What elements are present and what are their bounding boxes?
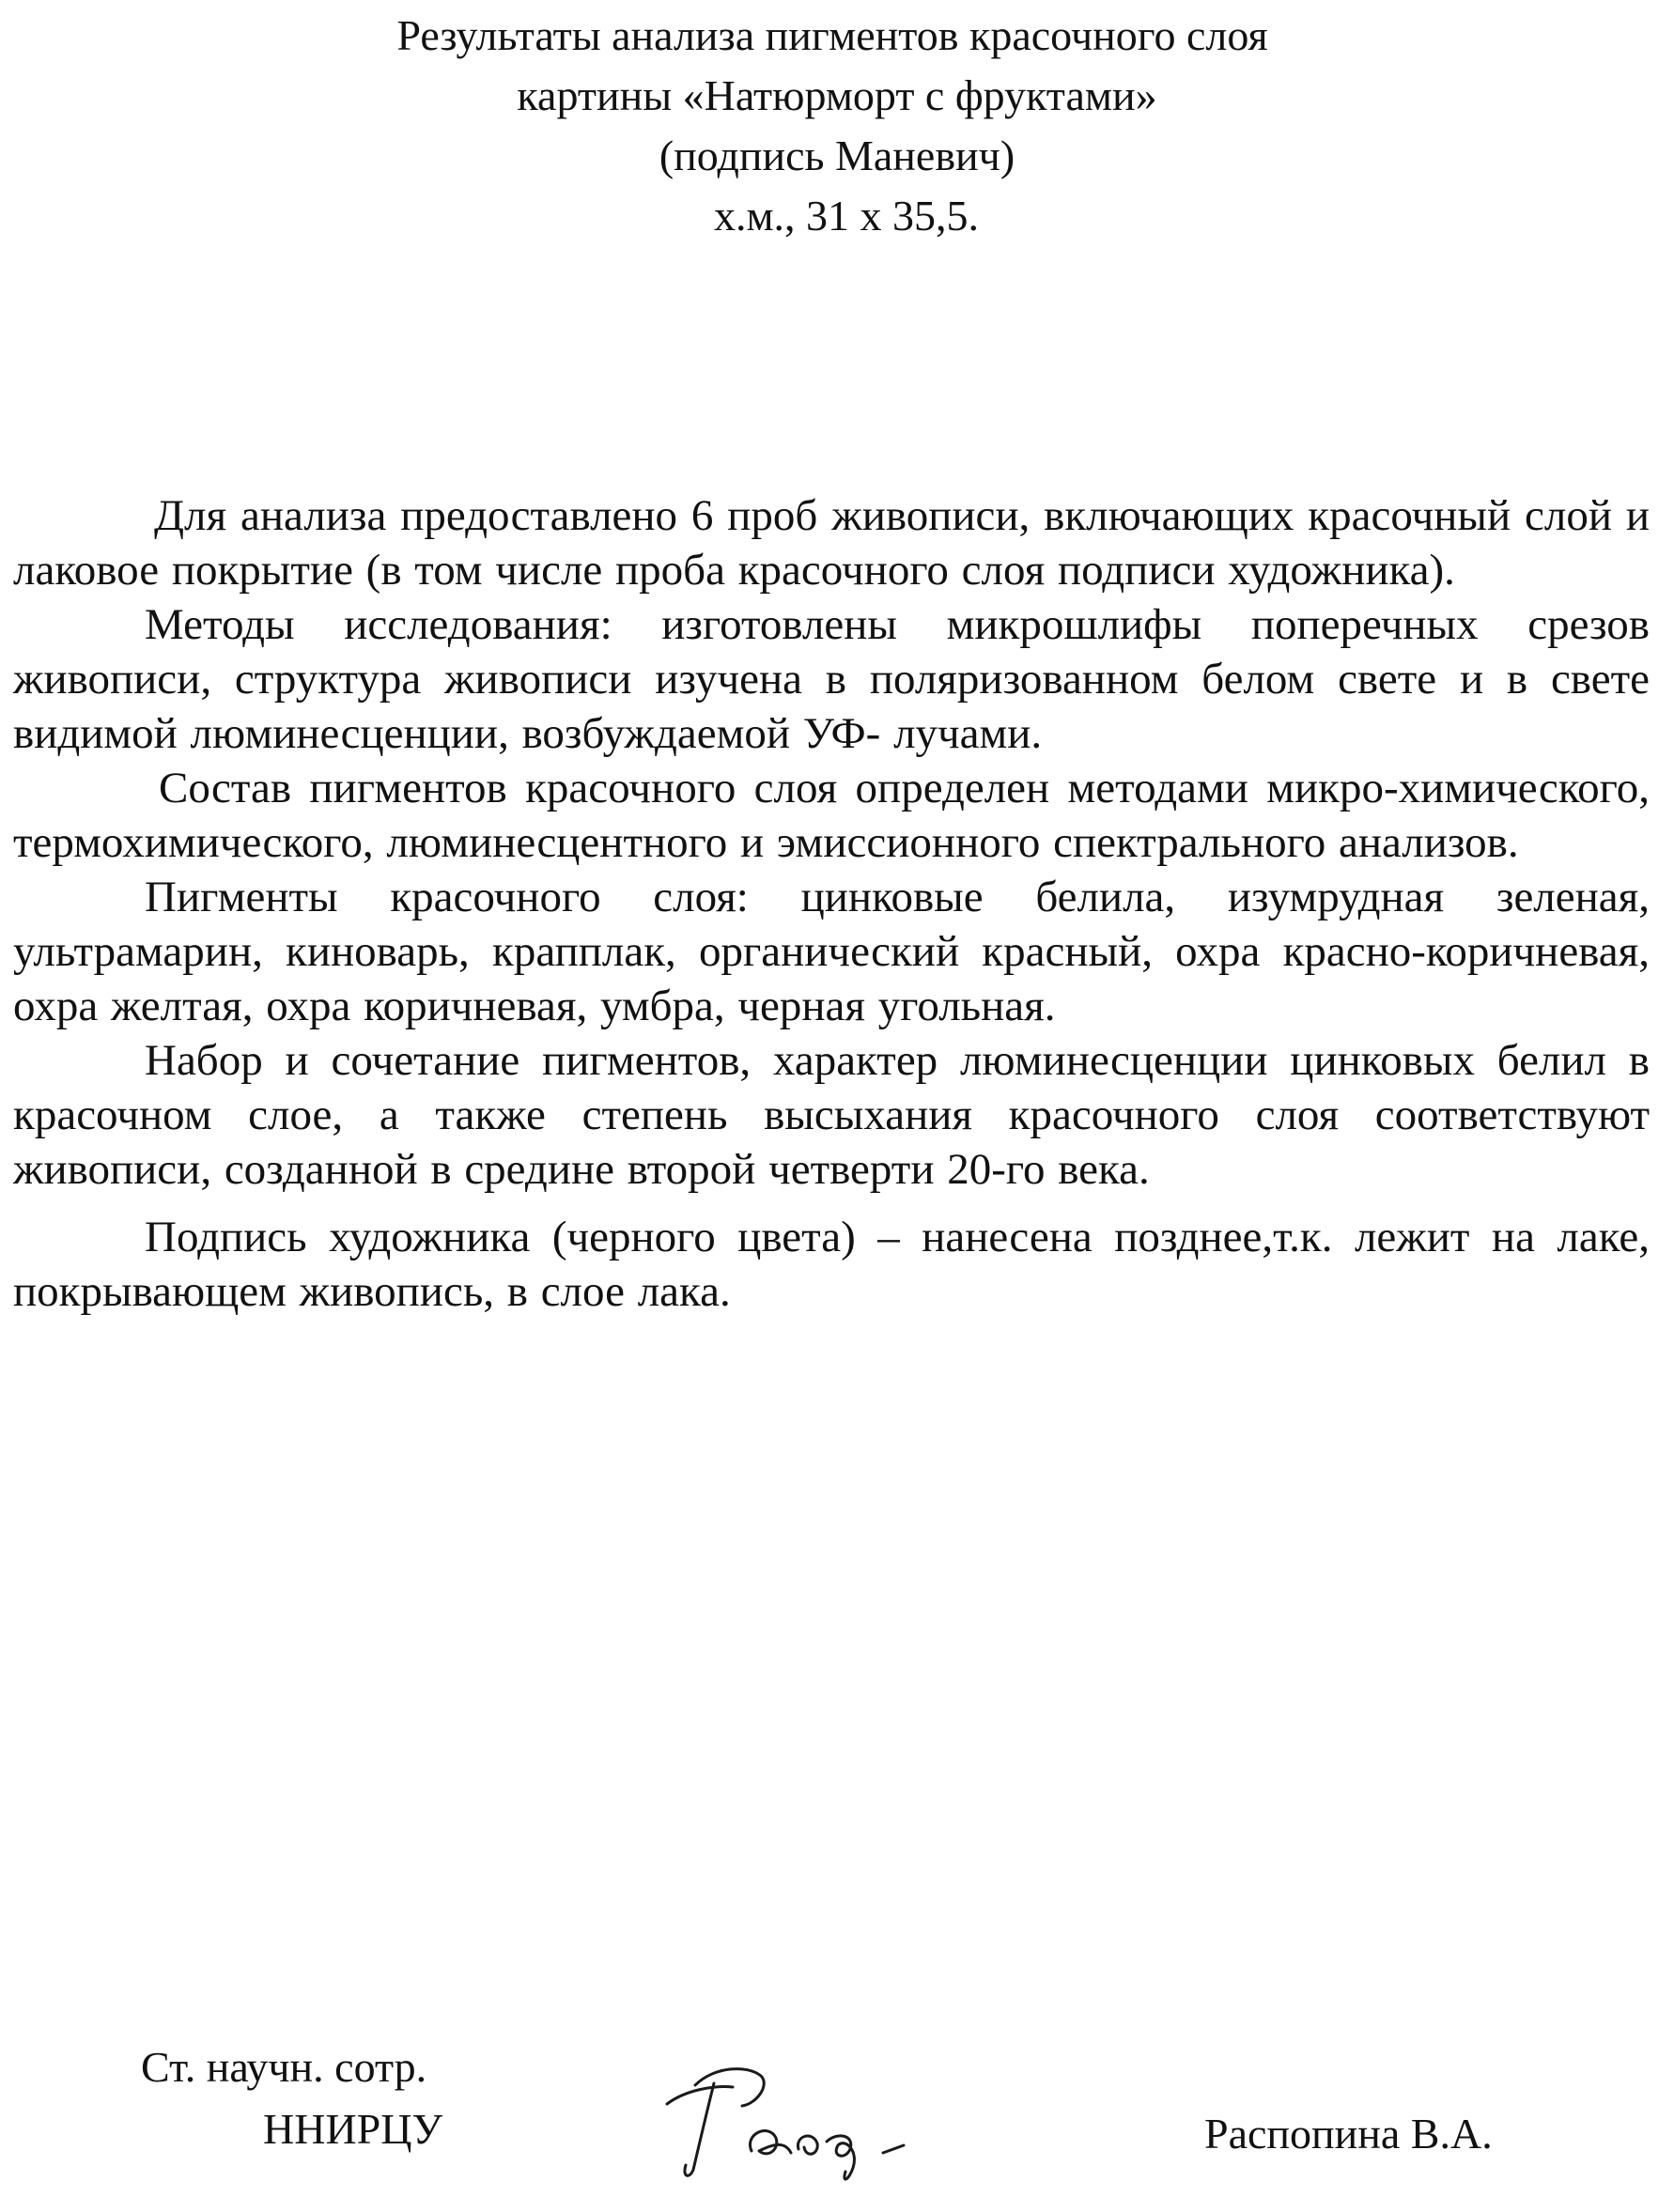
header-title-line-1: Результаты анализа пигментов красочного слоя: [396, 11, 1268, 59]
signatory-position-title: Ст. научн. сотр.: [141, 2043, 427, 2091]
paragraph-composition: Состав пигментов красочного слоя определен методами микро-химического, термохимического, люминесцентного и эмиссионного спектрального анализов.: [13, 764, 1650, 867]
document-header: [0, 6, 1674, 246]
handwritten-signature-icon: [658, 2048, 958, 2189]
paragraph-signature-finding: Подпись художника (черного цвета) – нанесена позднее,т.к. лежит на лаке, покрывающем живопись, в слое лака.: [13, 1213, 1650, 1316]
document-body: [13, 488, 1650, 1319]
header-title-line-2: картины «Натюрморт с фруктами»: [517, 71, 1157, 119]
paragraph-conclusion: Набор и сочетание пигментов, характер люминесценции цинковых белил в красочном слое, а также степень высыхания красочного слоя соответствуют живописи, созданной в средине второй четверти 20-го века.: [13, 1036, 1650, 1194]
paragraph-pigments: Пигменты красочного слоя: цинковые белила, изумрудная зеленая, ультрамарин, киноварь, крапплак, органический красный, охра красно-коричневая, охра желтая, охра коричневая, умбра, черная угольная.: [13, 873, 1650, 1030]
paragraph-samples: Для анализа предоставлено 6 проб живописи, включающих красочный слой и лаковое покрытие (в том числе проба красочного слоя подписи художника).: [13, 491, 1650, 595]
signatory-position: [141, 2036, 442, 2160]
header-medium-dimensions: х.м., 31 х 35,5.: [713, 192, 980, 240]
paragraph-methods: Методы исследования: изготовлены микрошлифы поперечных срезов живописи, структура живописи изучена в поляризованном белом свете и в свете видимой люминесценции, возбуждаемой УФ- лучами.: [13, 600, 1650, 758]
signatory-name: Распопина В.А.: [1204, 2110, 1493, 2158]
signatory-organization: ННИРЦУ: [263, 2105, 443, 2153]
header-signature-note: (подпись Маневич): [659, 131, 1015, 179]
